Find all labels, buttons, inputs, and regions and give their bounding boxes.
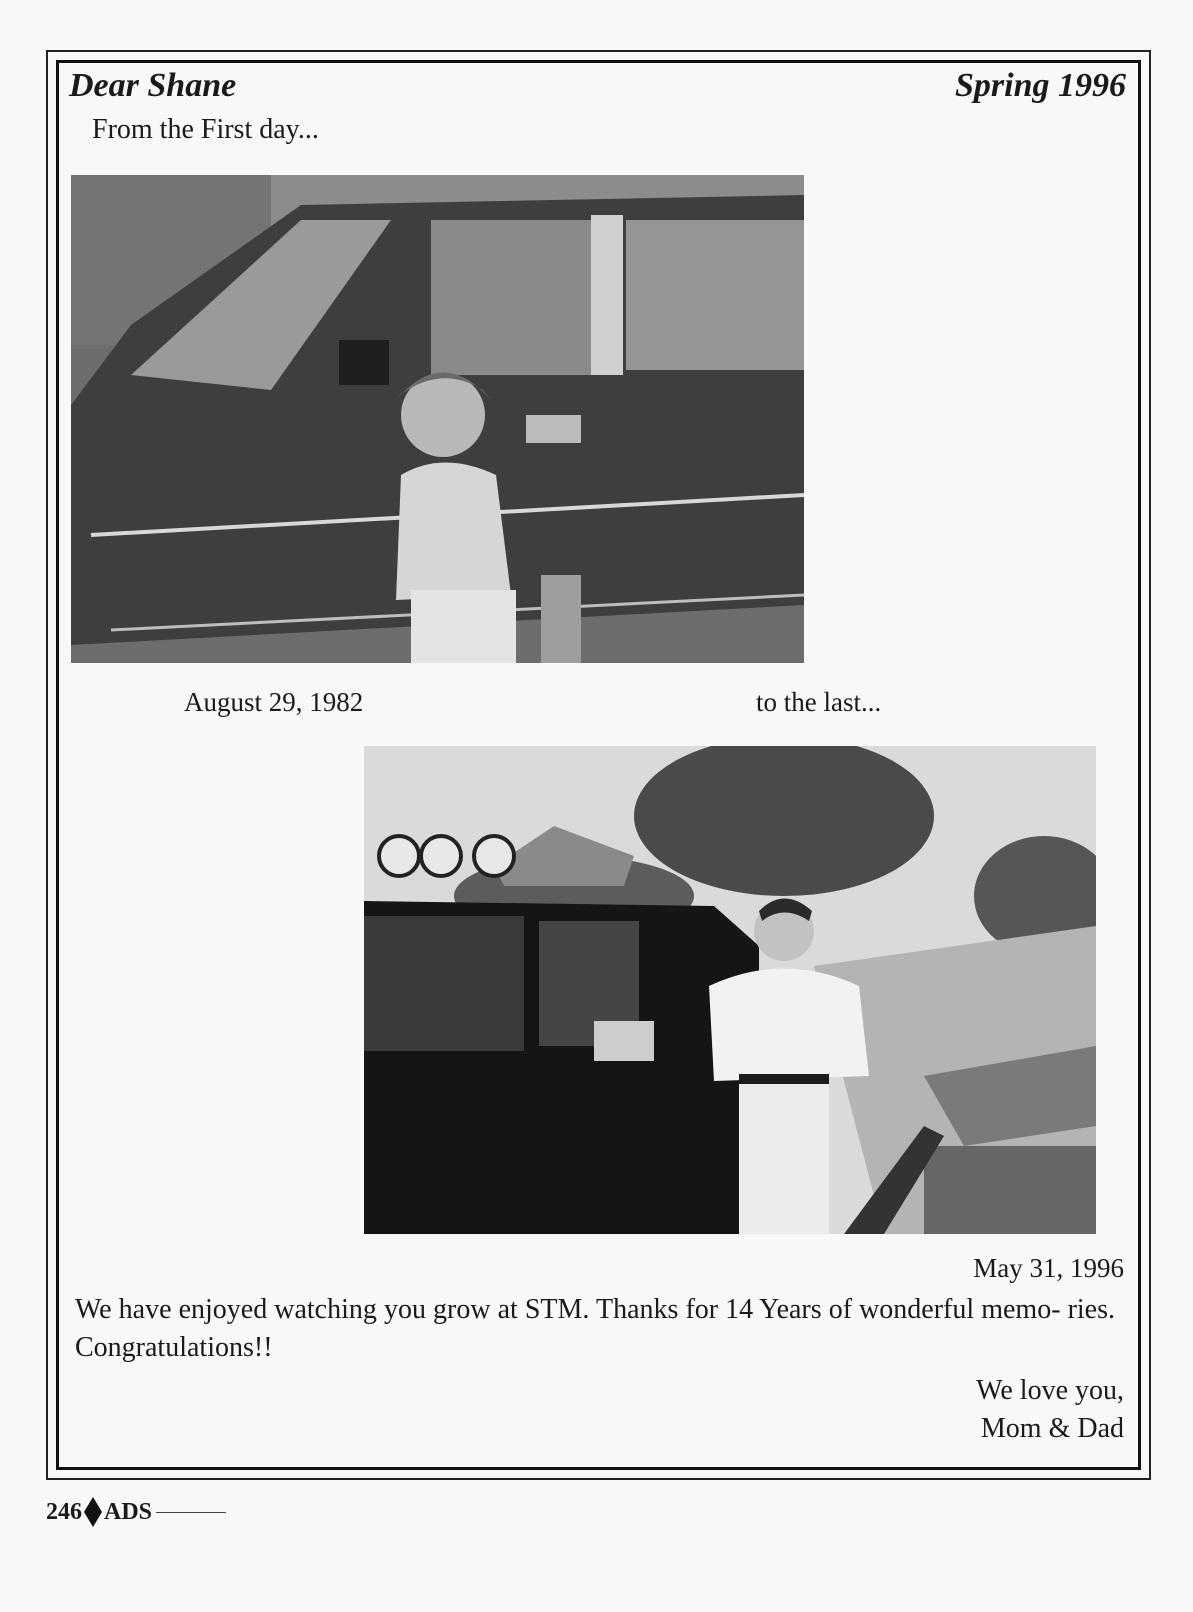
closing-signature: Mom & Dad [980,1413,1124,1444]
closing-love: We love you, [976,1375,1124,1406]
page-footer [46,1492,226,1532]
section-name: ADS [104,1498,153,1525]
diamond-icon [84,1497,102,1527]
photo-last-intro: to the last... [756,687,882,717]
ad-frame [46,50,1151,1480]
page-number: 246 [46,1498,82,1525]
ad-title: Dear Shane [69,67,237,104]
ad-season: Spring 1996 [955,67,1126,104]
photo-graduate-by-suv [364,746,1096,1234]
photo-first-caption: August 29, 1982 [184,687,364,717]
ad-subtitle: From the First day... [92,114,319,145]
photo-last-caption: May 31, 1996 [973,1253,1124,1283]
ad-inner-frame [56,60,1141,1470]
footer-rule [156,1512,226,1513]
message-body: We have enjoyed watching you grow at STM. Thanks for 14 Years of wonderful memo- ries. Congratulations!! [75,1294,1115,1363]
photo-child-by-car [71,175,804,663]
